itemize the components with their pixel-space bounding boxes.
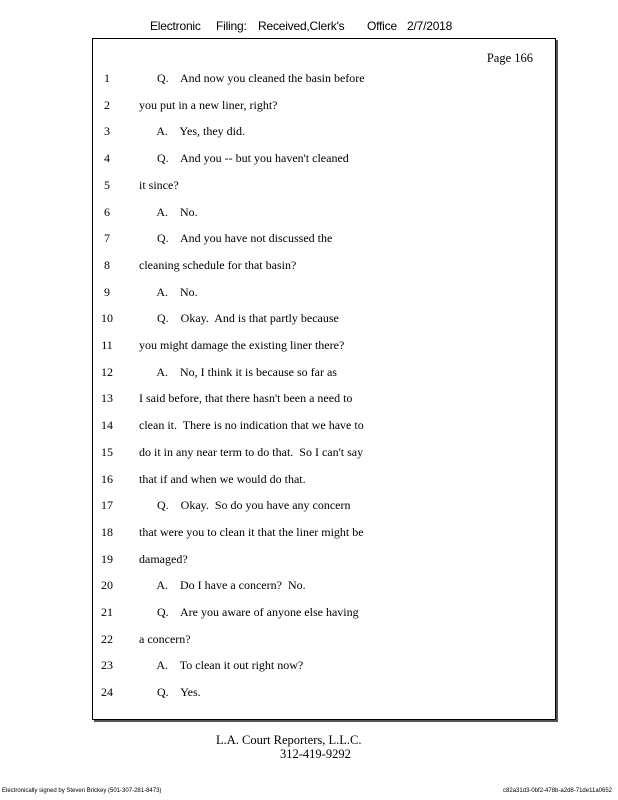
line-text: Q. And now you cleaned the basin before <box>139 71 365 85</box>
page-number: Page 166 <box>486 51 533 65</box>
transcript-line <box>93 205 555 232</box>
line-number: 15 <box>101 444 113 459</box>
line-number: 9 <box>104 284 110 299</box>
line-text: you might damage the existing liner there? <box>139 338 345 352</box>
transcript-line <box>93 658 555 685</box>
line-number: 18 <box>101 524 113 539</box>
transcript-line <box>93 231 555 258</box>
transcript-line <box>93 151 555 178</box>
line-number: 14 <box>101 418 113 433</box>
header-date: 2/7/2018 <box>407 19 453 33</box>
transcript-line <box>93 71 555 98</box>
line-number: 1 <box>104 71 110 85</box>
transcript-line <box>93 578 555 605</box>
line-number: 16 <box>101 471 113 486</box>
transcript-line <box>93 365 555 392</box>
line-number: 13 <box>101 391 113 406</box>
transcript-line <box>93 285 555 312</box>
line-text: that if and when we would do that. <box>139 471 306 486</box>
transcript-line <box>93 338 555 365</box>
line-number: 17 <box>101 498 113 513</box>
line-text: you put in a new liner, right? <box>139 97 278 112</box>
transcript-line <box>93 311 555 338</box>
line-text: that were you to clean it that the liner might be <box>139 524 364 539</box>
line-text: Q. And you -- but you haven't cleaned <box>139 151 349 166</box>
header-filing: Filing: <box>216 19 247 33</box>
document-hash: c82a31d3-0bf2-478b-a2d8-71de11a0652 <box>503 788 612 794</box>
header-received: Received,Clerk's <box>258 19 345 33</box>
transcript-line <box>93 258 555 285</box>
line-number: 4 <box>104 151 110 166</box>
line-number: 5 <box>104 177 110 192</box>
transcript-line <box>93 445 555 472</box>
transcript-line <box>93 472 555 499</box>
line-number: 20 <box>101 578 113 593</box>
line-text: Q. Okay. So do you have any concern <box>139 498 351 513</box>
transcript-line <box>93 124 555 151</box>
transcript-line <box>93 525 555 552</box>
line-text: Q. Are you aware of anyone else having <box>139 605 359 619</box>
line-text: Q. Okay. And is that partly because <box>139 311 339 326</box>
transcript-line <box>93 552 555 579</box>
transcript-page <box>92 38 556 720</box>
line-number: 19 <box>101 551 113 566</box>
transcript-line <box>93 98 555 125</box>
transcript-line <box>93 498 555 525</box>
line-text: Q. And you have not discussed the <box>139 231 333 246</box>
line-number: 24 <box>101 685 113 700</box>
electronic-signature: Electronically signed by Steven Brickey (501-307-281-8473) <box>2 788 162 794</box>
line-number: 6 <box>104 204 110 219</box>
transcript-line <box>93 418 555 445</box>
line-text: it since? <box>139 177 179 192</box>
transcript-line <box>93 178 555 205</box>
line-number: 2 <box>104 97 110 112</box>
line-number: 23 <box>101 658 113 673</box>
header-office: Office <box>367 19 397 33</box>
line-text: damaged? <box>139 551 188 566</box>
line-number: 7 <box>104 231 110 246</box>
line-number: 3 <box>104 124 110 139</box>
line-text: Q. Yes. <box>139 685 201 700</box>
line-number: 22 <box>101 631 113 646</box>
line-text: a concern? <box>139 631 191 646</box>
line-text: clean it. There is no indication that we have to <box>139 418 364 433</box>
line-number: 21 <box>101 605 113 619</box>
line-number: 10 <box>101 311 113 326</box>
line-text: A. Do I have a concern? No. <box>139 578 306 593</box>
line-text: A. No, I think it is because so far as <box>139 364 337 379</box>
transcript-line <box>93 685 555 712</box>
line-number: 8 <box>104 257 110 272</box>
transcript-line <box>93 605 555 632</box>
header-electronic: Electronic <box>150 19 201 33</box>
line-number: 12 <box>101 364 113 379</box>
line-text: cleaning schedule for that basin? <box>139 257 297 272</box>
line-text: A. Yes, they did. <box>139 124 246 139</box>
reporter-phone: 312-419-9292 <box>280 747 351 761</box>
line-number: 11 <box>101 338 113 352</box>
transcript-line <box>93 632 555 659</box>
line-text: A. No. <box>139 204 198 219</box>
line-text: I said before, that there hasn't been a need to <box>139 391 353 406</box>
transcript-line <box>93 391 555 418</box>
line-text: A. No. <box>139 284 198 299</box>
line-text: do it in any near term to do that. So I can't say <box>139 444 364 459</box>
reporter-company: L.A. Court Reporters, L.L.C. <box>216 733 362 747</box>
line-text: A. To clean it out right now? <box>139 658 304 673</box>
